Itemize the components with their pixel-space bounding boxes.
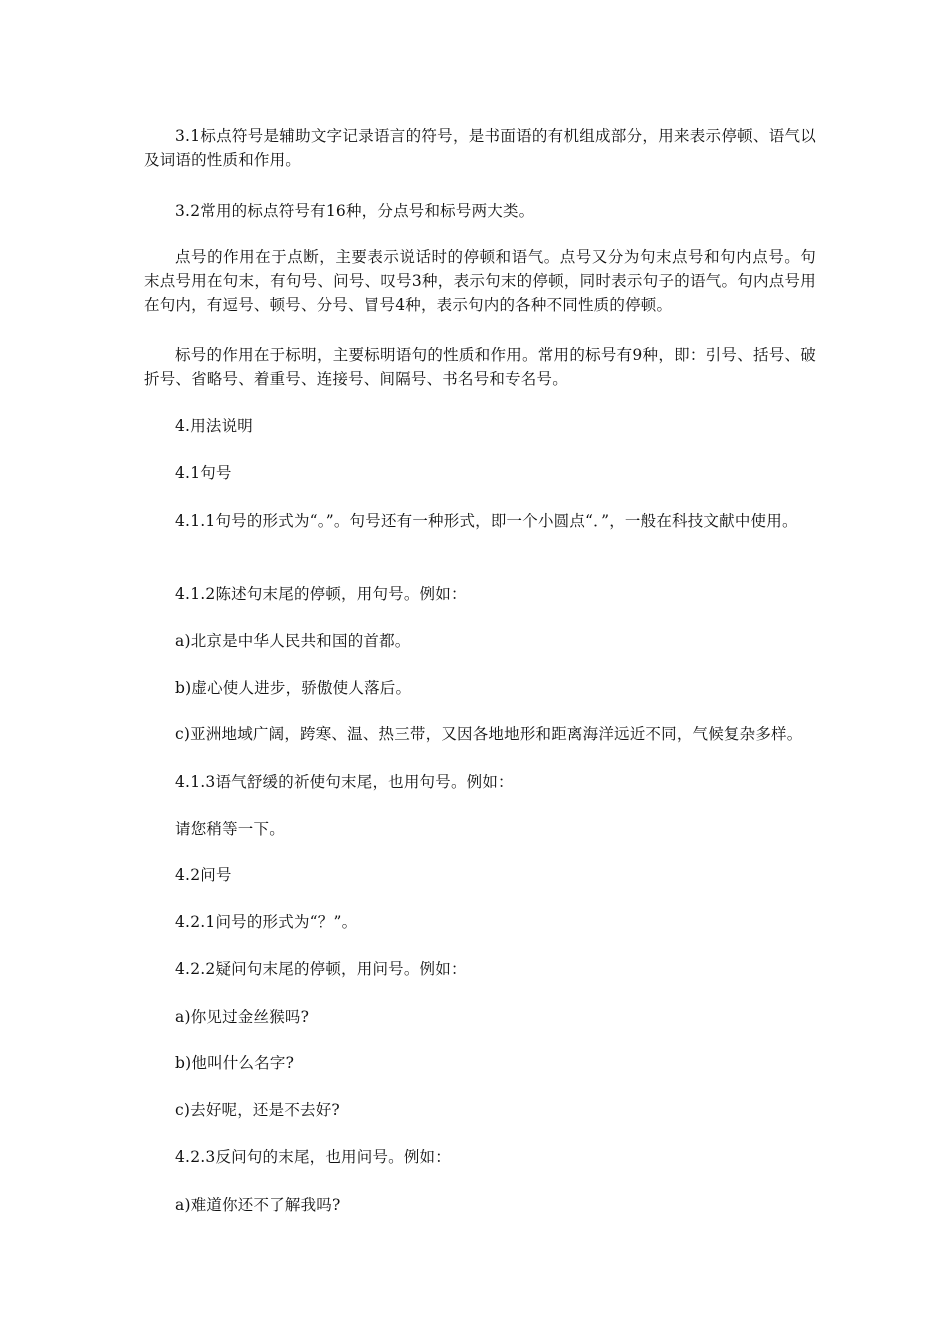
example-item: b)他叫什么名字? xyxy=(175,1054,295,1072)
example-item: b)虚心使人进步，骄傲使人落后。 xyxy=(175,679,412,697)
example-item: a)北京是中华人民共和国的首都。 xyxy=(175,632,411,650)
example-item: 请您稍等一下。 xyxy=(175,820,285,838)
example-item: c)亚洲地域广阔，跨寒、温、热三带，又因各地地形和距离海洋远近不同，气候复杂多样。 xyxy=(175,725,803,743)
example-item: a)你见过金丝猴吗? xyxy=(175,1008,310,1026)
paragraph-4-1-1: 4.1.1句号的形式为“。”。句号还有一种形式，即一个小圆点“．”，一般在科技文献中使用。 xyxy=(175,512,798,530)
paragraph-4-1-3: 4.1.3语气舒缓的祈使句末尾，也用句号。例如： xyxy=(175,773,514,791)
paragraph-4-2-2: 4.2.2疑问句末尾的停顿，用问号。例如： xyxy=(175,960,467,978)
paragraph-4-2-1: 4.2.1问号的形式为“？”。 xyxy=(175,913,358,931)
example-item: c)去好呢，还是不去好? xyxy=(175,1101,340,1119)
heading-period: 4.1句号 xyxy=(175,464,232,482)
heading-question-mark: 4.2问号 xyxy=(175,866,232,884)
paragraph-4-1-2: 4.1.2陈述句末尾的停顿，用句号。例如： xyxy=(175,585,467,603)
paragraph-3-2: 3.2常用的标点符号有16种，分点号和标号两大类。 xyxy=(175,202,535,220)
paragraph-3-1: 3.1标点符号是辅助文字记录语言的符号，是书面语的有机组成部分，用来表示停顿、语气以及词语的性质和作用。 xyxy=(144,127,816,169)
example-item: a)难道你还不了解我吗? xyxy=(175,1196,341,1214)
paragraph-label-marks: 标号的作用在于标明，主要标明语句的性质和作用。常用的标号有9种，即：引号、括号、破折号、省略号、着重号、连接号、间隔号、书名号和专名号。 xyxy=(144,346,816,388)
paragraph-4-2-3: 4.2.3反问句的末尾，也用问号。例如： xyxy=(175,1148,451,1166)
paragraph-point-marks: 点号的作用在于点断，主要表示说话时的停顿和语气。点号又分为句末点号和句内点号。句末点号用在句末，有句号、问号、叹号3种，表示句末的停顿，同时表示句子的语气。句内点号用在句内，有逗号、顿号、分号、冒号4种，表示句内的各种不同性质的停顿。 xyxy=(144,248,816,314)
heading-usage: 4.用法说明 xyxy=(175,417,253,435)
